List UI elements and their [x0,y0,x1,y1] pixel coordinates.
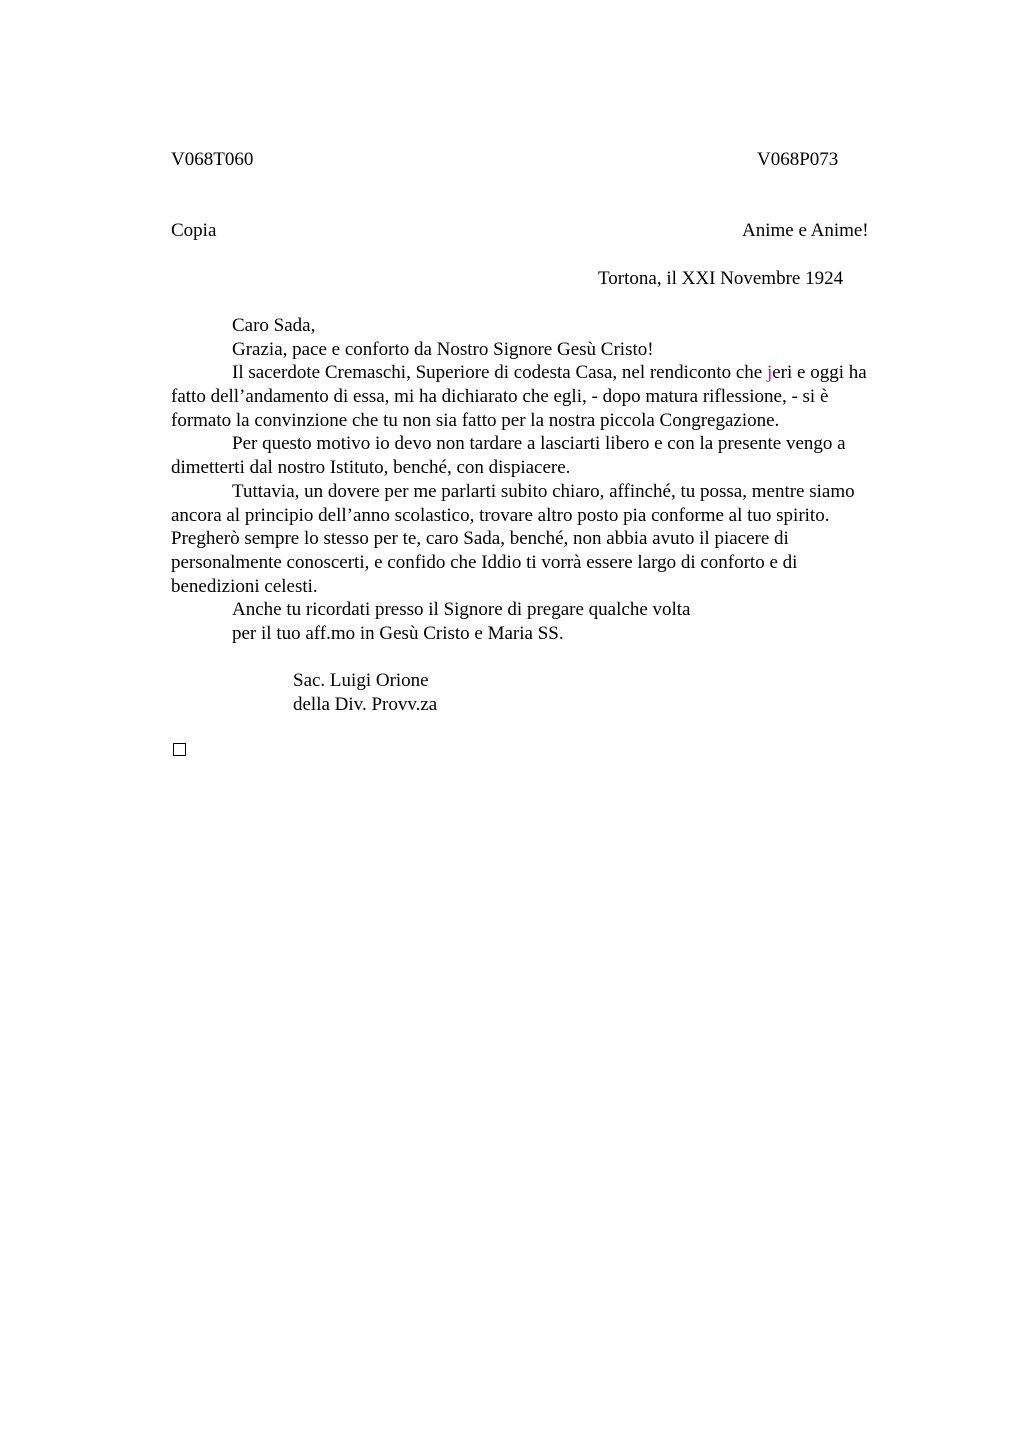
paragraph-1-line-2: fatto dell’andamento di essa, mi ha dichiarato che egli, - dopo matura riflessione, - si è [171,386,829,408]
paragraph-1-line-3: formato la convinzione che tu non sia fatto per la nostra piccola Congregazione. [171,409,780,431]
paragraph-4-line-1: Anche tu ricordati presso il Signore di pregare qualche volta [232,599,691,621]
motto-text: Anime e Anime! [742,220,869,241]
paragraph-1-line-1-b: eri e oggi ha [772,362,867,384]
signature-title: della Div. Provv.za [293,694,438,715]
place-date: Tortona, il XXI Novembre 1924 [598,268,844,289]
paragraph-3-line-1: Tuttavia, un dovere per me parlarti subito chiaro, affinché, tu possa, mentre siamo [232,480,855,502]
paragraph-2-line-2: dimetterti dal nostro Istituto, benché, con dispiacere. [171,457,571,479]
blank-line [171,646,931,670]
document-code-left: V068T060 [171,149,254,170]
copia-label: Copia [171,220,217,241]
paragraph-3-line-2: ancora al principio dell’anno scolastico, trovare altro posto pia conforme al tuo spirito. [171,504,830,526]
document-code-right: V068P073 [757,149,839,170]
paragraph-4-line-2: per il tuo aff.mo in Gesù Cristo e Maria SS. [232,622,564,644]
greeting: Grazia, pace e conforto da Nostro Signore Gesù Cristo! [232,338,654,360]
paragraph-1-line-1 [171,361,931,385]
letter-body [171,314,931,717]
salutation: Caro Sada, [232,315,316,336]
paragraph-3-line-5: benedizioni celesti. [171,575,318,597]
paragraph-3-line-4: personalmente conoscerti, e confido che Iddio ti vorrà essere largo di conforto e di [171,551,798,573]
highlighted-letter: j [766,362,773,384]
paragraph-1-line-1-a: Il sacerdote Cremaschi, Superiore di codesta Casa, nel rendiconto che [232,362,767,384]
signature-name: Sac. Luigi Orione [293,670,429,692]
paragraph-2-line-1: Per questo motivo io devo non tardare a lasciarti libero e con la presente vengo a [232,433,846,455]
empty-square-icon [173,743,186,756]
paragraph-3-line-3: Pregherò sempre lo stesso per te, caro Sada, benché, non abbia avuto il piacere di [171,528,789,550]
